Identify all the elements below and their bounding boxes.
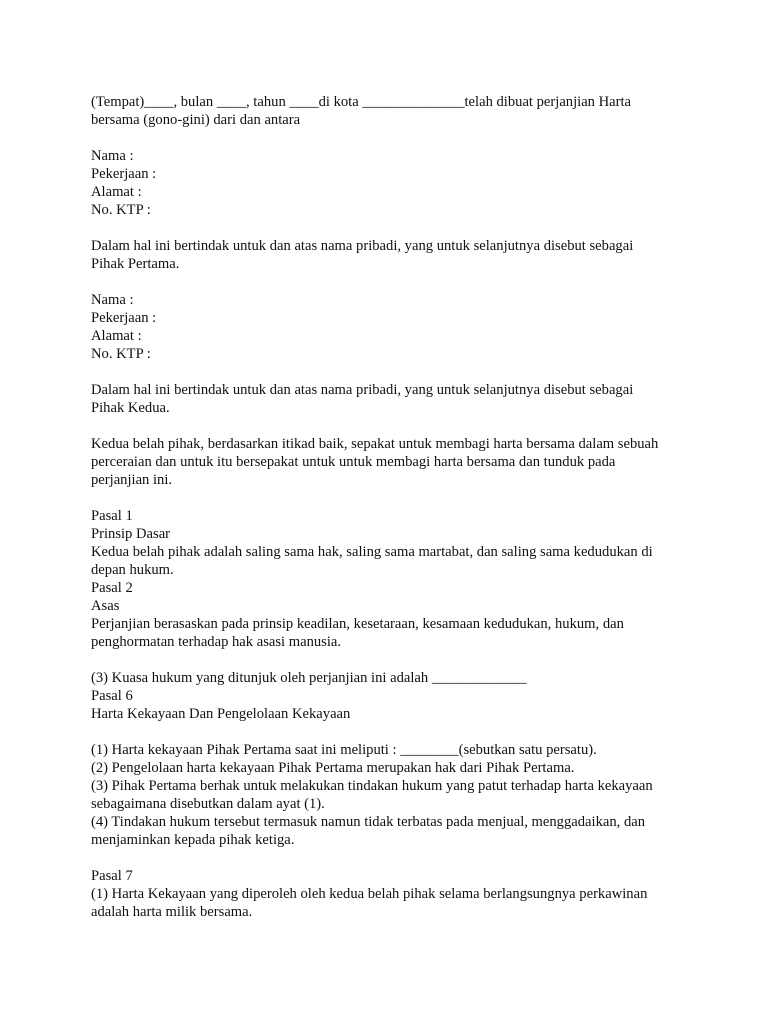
text-line: (1) Harta Kekayaan yang diperoleh oleh kedua belah pihak selama berlangsungnya perkawinan (91, 886, 648, 902)
text-line: bersama (gono-gini) dari dan antara (91, 112, 301, 128)
text-line: depan hukum. (91, 562, 174, 578)
text-line: adalah harta milik bersama. (91, 904, 253, 920)
pasal-heading: Pasal 2 (91, 580, 133, 596)
kuasa-section (91, 669, 691, 723)
text-line: Pihak Kedua. (91, 400, 170, 416)
field-nama: Nama : (91, 148, 134, 164)
paragraph-gap (91, 273, 691, 291)
pasal-6-items (91, 741, 691, 849)
pasal-1 (91, 507, 691, 579)
field-nama: Nama : (91, 292, 134, 308)
paragraph-gap (91, 129, 691, 147)
text-line: (3) Kuasa hukum yang ditunjuk oleh perjanjian ini adalah _____________ (91, 670, 527, 686)
field-ktp: No. KTP : (91, 202, 151, 218)
pasal-title: Prinsip Dasar (91, 526, 171, 542)
pasal-heading: Pasal 1 (91, 508, 133, 524)
paragraph-gap (91, 219, 691, 237)
pasal-heading: Pasal 7 (91, 868, 133, 884)
text-line: perceraian dan untuk itu bersepakat untuk untuk membagi harta bersama dan tunduk pada (91, 454, 616, 470)
party2-statement (91, 381, 691, 417)
party2-fields (91, 291, 691, 363)
text-line: Kedua belah pihak, berdasarkan itikad baik, sepakat untuk membagi harta bersama dalam sebuah (91, 436, 659, 452)
party1-statement (91, 237, 691, 273)
text-line: Dalam hal ini bertindak untuk dan atas nama pribadi, yang untuk selanjutnya disebut sebagai (91, 238, 634, 254)
text-line: Dalam hal ini bertindak untuk dan atas nama pribadi, yang untuk selanjutnya disebut sebagai (91, 382, 634, 398)
agreement-paragraph (91, 435, 691, 489)
list-item: menjaminkan kepada pihak ketiga. (91, 832, 295, 848)
text-line: Perjanjian berasaskan pada prinsip keadilan, kesetaraan, kesamaan kedudukan, hukum, dan (91, 616, 624, 632)
list-item: (4) Tindakan hukum tersebut termasuk namun tidak terbatas pada menjual, menggadaikan, dan (91, 814, 646, 830)
document-body (91, 93, 691, 921)
text-line: (Tempat)____, bulan ____, tahun ____di kota ______________telah dibuat perjanjian Harta (91, 94, 632, 110)
field-alamat: Alamat : (91, 328, 142, 344)
paragraph-gap (91, 723, 691, 741)
paragraph-gap (91, 849, 691, 867)
paragraph-gap (91, 651, 691, 669)
list-item: (2) Pengelolaan harta kekayaan Pihak Pertama merupakan hak dari Pihak Pertama. (91, 760, 575, 776)
pasal-heading: Pasal 6 (91, 688, 133, 704)
pasal-title: Harta Kekayaan Dan Pengelolaan Kekayaan (91, 706, 351, 722)
list-item: (3) Pihak Pertama berhak untuk melakukan tindakan hukum yang patut terhadap harta kekayaan (91, 778, 653, 794)
text-line: Pihak Pertama. (91, 256, 180, 272)
list-item: (1) Harta kekayaan Pihak Pertama saat ini meliputi : ________(sebutkan satu persatu). (91, 742, 597, 758)
paragraph-gap (91, 363, 691, 381)
text-line: penghormatan terhadap hak asasi manusia. (91, 634, 342, 650)
text-line: Kedua belah pihak adalah saling sama hak, saling sama martabat, dan saling sama kedudukan di (91, 544, 653, 560)
pasal-2 (91, 579, 691, 651)
field-pekerjaan: Pekerjaan : (91, 166, 157, 182)
text-line: perjanjian ini. (91, 472, 173, 488)
pasal-title: Asas (91, 598, 120, 614)
pasal-7 (91, 867, 691, 921)
field-ktp: No. KTP : (91, 346, 151, 362)
field-pekerjaan: Pekerjaan : (91, 310, 157, 326)
field-alamat: Alamat : (91, 184, 142, 200)
paragraph-gap (91, 417, 691, 435)
opening-paragraph (91, 93, 691, 129)
list-item: sebagaimana disebutkan dalam ayat (1). (91, 796, 325, 812)
paragraph-gap (91, 489, 691, 507)
party1-fields (91, 147, 691, 219)
